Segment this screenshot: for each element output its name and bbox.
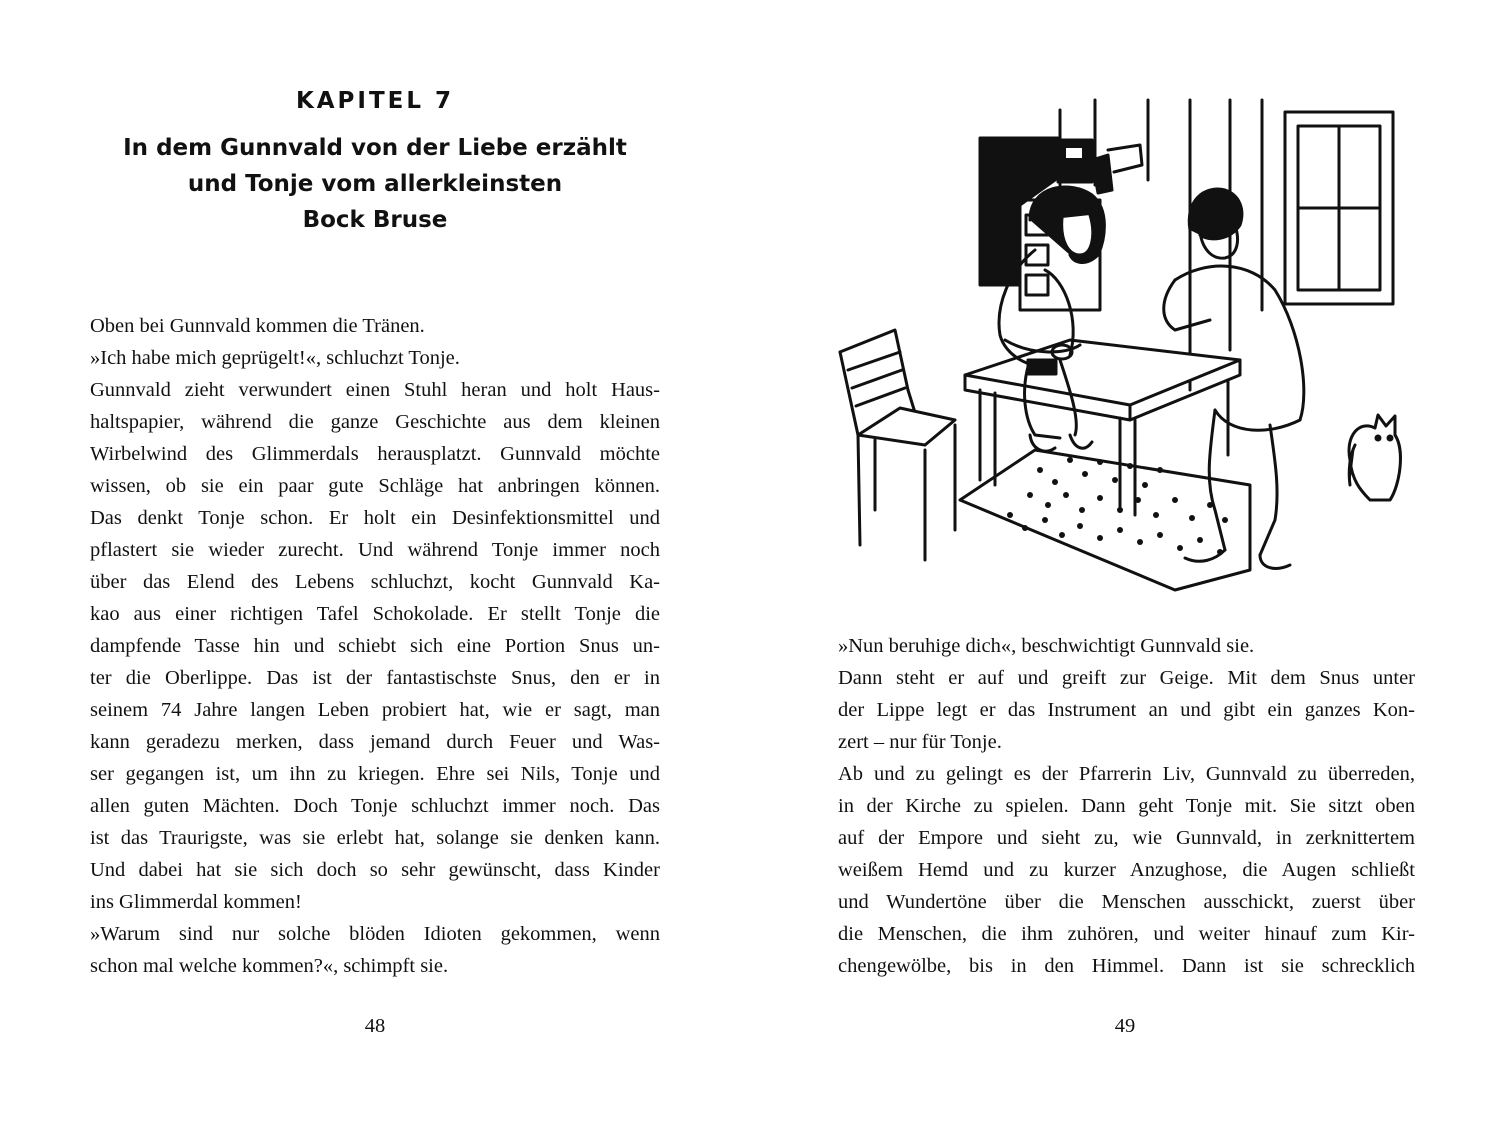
text-line: zert – nur für Tonje. <box>838 731 1002 753</box>
text-line: über das Elend des Lebens schluchzt, kocht Gunnvald Ka- <box>90 571 660 593</box>
text-line: dampfende Tasse hin und schiebt sich eine Portion Snus un- <box>90 635 660 657</box>
text-line: »Warum sind nur solche blöden Idioten gekommen, wenn <box>90 923 660 945</box>
text-line: der Lippe legt er das Instrument an und gibt ein ganzes Kon- <box>838 699 1415 721</box>
chapter-title <box>90 130 660 238</box>
text-line: Und dabei hat sie sich doch so sehr gewünscht, dass Kinder <box>90 859 660 881</box>
right-page <box>750 0 1500 1140</box>
text-line: chengewölbe, bis in den Himmel. Dann ist sie schrecklich <box>838 955 1415 977</box>
text-line: kann geradezu merken, dass jemand durch Feuer und Was- <box>90 731 660 753</box>
text-line: ist das Traurigste, was sie erlebt hat, solange sie denken kann. <box>90 827 660 849</box>
text-line: in der Kirche zu spielen. Dann geht Tonje mit. Sie sitzt oben <box>838 795 1415 817</box>
text-line: pflastert sie wieder zurecht. Und während Tonje immer noch <box>90 539 660 561</box>
text-line: schon mal welche kommen?«, schimpft sie. <box>90 955 449 977</box>
chapter-label: KAPITEL 7 <box>295 88 455 114</box>
text-line: kao aus einer richtigen Tafel Schokolade. Er stellt Tonje die <box>90 603 660 625</box>
left-body-text <box>90 310 660 982</box>
page-number: 49 <box>1114 1015 1136 1037</box>
text-line: ter die Oberlippe. Das ist der fantastischste Snus, den er in <box>90 667 660 689</box>
text-line: Dann steht er auf und greift zur Geige. Mit dem Snus unter <box>838 667 1415 689</box>
text-line: Das denkt Tonje schon. Er holt ein Desinfektionsmittel und <box>90 507 660 529</box>
text-line: Wirbelwind des Glimmerdals herausplatzt. Gunnvald möchte <box>90 443 660 465</box>
text-line: weißem Hemd und zu kurzer Anzughose, die Augen schließt <box>838 859 1415 881</box>
text-line: auf der Empore und sieht zu, wie Gunnvald, in zerknittertem <box>838 827 1415 849</box>
text-line: »Nun beruhige dich«, beschwichtigt Gunnvald sie. <box>838 635 1255 657</box>
text-line: die Menschen, die ihm zuhören, und weiter hinauf zum Kir- <box>838 923 1415 945</box>
text-line: Ab und zu gelingt es der Pfarrerin Liv, Gunnvald zu überreden, <box>838 763 1415 785</box>
chapter-title-line: und Tonje vom allerkleinsten <box>187 171 563 197</box>
text-line: ser gegangen ist, um ihn zu kriegen. Ehre sei Nils, Tonje und <box>90 763 660 785</box>
text-line: »Ich habe mich geprügelt!«, schluchzt Tonje. <box>90 347 460 369</box>
text-line: haltspapier, während die ganze Geschichte aus dem kleinen <box>90 411 660 433</box>
kitchen-illustration <box>830 90 1430 595</box>
text-line: seinem 74 Jahre langen Leben probiert hat, wie er sagt, man <box>90 699 660 721</box>
text-line: allen guten Mächten. Doch Tonje schluchzt immer noch. Das <box>90 795 660 817</box>
right-body-text <box>838 630 1415 982</box>
text-line: ins Glimmerdal kommen! <box>90 891 302 913</box>
chapter-title-line: In dem Gunnvald von der Liebe erzählt <box>123 135 627 161</box>
text-line: Gunnvald zieht verwundert einen Stuhl heran und holt Haus- <box>90 379 660 401</box>
chapter-title-line: Bock Bruse <box>302 207 448 233</box>
page-number: 48 <box>364 1015 386 1037</box>
text-line: Oben bei Gunnvald kommen die Tränen. <box>90 315 425 337</box>
text-line: und Wundertöne über die Menschen ausschickt, zuerst über <box>838 891 1415 913</box>
text-line: wissen, ob sie ein paar gute Schläge hat anbringen können. <box>90 475 660 497</box>
